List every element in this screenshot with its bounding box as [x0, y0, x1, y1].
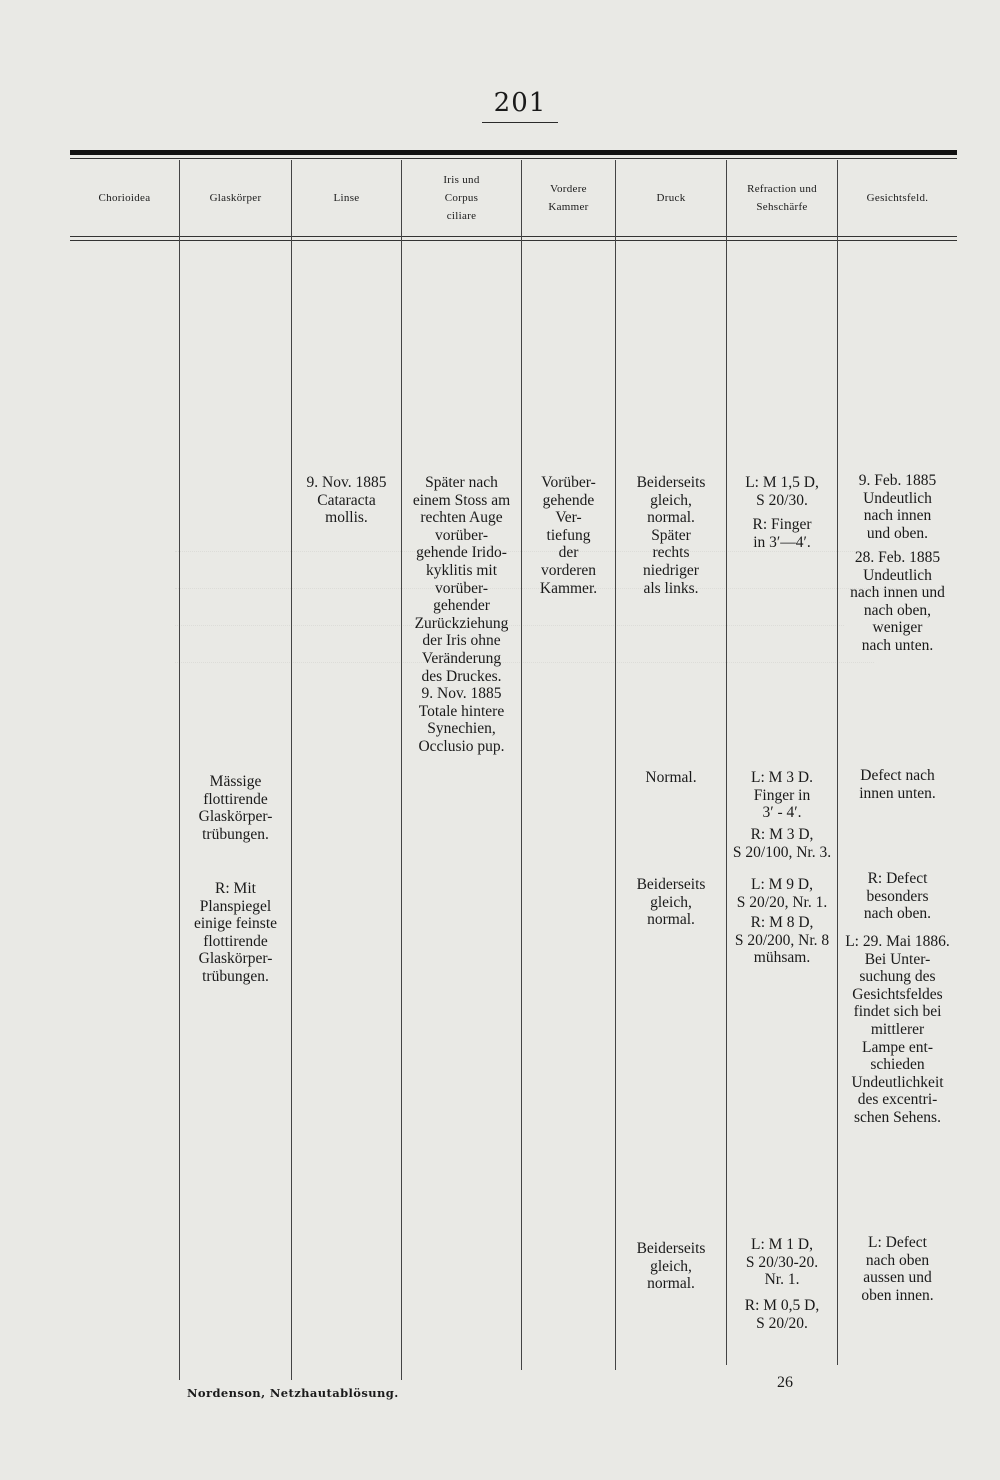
cell-refraction-1a: L: M 1,5 D, S 20/30.	[745, 474, 819, 509]
cell-druck-2: Normal.	[645, 769, 697, 786]
cell-refraction-3b: R: M 8 D, S 20/200, Nr. 8 mühsam.	[734, 914, 830, 967]
column-divider-1	[179, 160, 180, 1380]
header-bottom-rule-double	[70, 240, 957, 241]
cell-refraction-4b: R: M 0,5 D, S 20/20.	[744, 1297, 820, 1332]
cell-gesichtsfeld-1a: 9. Feb. 1885 Undeutlich nach innen und oben.	[858, 472, 937, 542]
header-vordere-kammer: Vordere Kammer	[548, 183, 589, 213]
column-divider-6	[726, 160, 727, 1365]
cell-gesichtsfeld-1b: 28. Feb. 1885 Undeutlich nach innen und nach oben, weniger nach unten.	[850, 549, 945, 654]
table-top-rule-thin	[70, 158, 957, 159]
page-number: 201	[493, 88, 547, 118]
column-divider-3	[401, 160, 402, 1380]
cell-druck-3: Beiderseits gleich, normal.	[636, 876, 706, 929]
footer-author-title: Nordenson, Netzhautablösung.	[187, 1386, 399, 1400]
header-gesichtsfeld: Gesichtsfeld.	[866, 192, 929, 204]
header-druck: Druck	[656, 192, 686, 204]
cell-druck-4: Beiderseits gleich, normal.	[636, 1240, 706, 1293]
header-bottom-rule	[70, 236, 957, 237]
header-glaskoerper: Glaskörper	[209, 192, 262, 204]
header-refraction: Refraction und Sehschärfe	[747, 183, 817, 213]
column-divider-4	[521, 160, 522, 1370]
header-chorioidea: Chorioidea	[98, 192, 151, 204]
cell-glaskoerper-3: R: Mit Planspiegel einige feinste flottirende Glaskörper- trübungen.	[193, 880, 278, 985]
cell-refraction-1b: R: Finger in 3′—4′.	[752, 516, 812, 551]
footer-signature-number: 26	[777, 1374, 793, 1391]
cell-linse-1: 9. Nov. 1885 Cataracta mollis.	[306, 474, 387, 527]
table-top-rule-thick	[70, 150, 957, 155]
cell-gesichtsfeld-3b: L: 29. Mai 1886. Bei Unter- suchung des Gesichtsfeldes findet sich bei mittlerer Lampe ent- schieden Undeutlichkeit des excentri- schen Sehens.	[845, 933, 950, 1126]
cell-gesichtsfeld-4: L: Defect nach oben aussen und oben innen.	[861, 1234, 934, 1304]
cell-iris-1: Später nach einem Stoss am rechten Auge vorüber- gehende Irido- kyklitis mit vorüber- gehender Zurückziehung der Iris ohne Veränderung des Druckes. 9. Nov. 1885 Totale hintere Synechien, Occlusio pup.	[412, 474, 511, 755]
cell-druck-1: Beiderseits gleich, normal. Später rechts niedriger als links.	[636, 474, 706, 597]
cell-refraction-4a: L: M 1 D, S 20/30-20. Nr. 1.	[745, 1236, 819, 1289]
cell-glaskoerper-2: Mässige flottirende Glaskörper- trübungen.	[198, 773, 273, 843]
header-iris: Iris und Corpus ciliare	[443, 174, 480, 222]
column-divider-5	[615, 160, 616, 1370]
header-linse: Linse	[333, 192, 360, 204]
cell-gesichtsfeld-3a: R: Defect besonders nach oben.	[863, 870, 932, 923]
cell-refraction-2b: R: M 3 D, S 20/100, Nr. 3.	[732, 826, 832, 861]
cell-kammer-1: Vorüber- gehende Ver- tiefung der vorderen Kammer.	[539, 474, 598, 597]
column-divider-2	[291, 160, 292, 1380]
page-number-rule	[482, 122, 558, 123]
cell-refraction-2a: L: M 3 D. Finger in 3′ - 4′.	[751, 769, 813, 822]
cell-refraction-3a: L: M 9 D, S 20/20, Nr. 1.	[736, 876, 828, 911]
cell-gesichtsfeld-2: Defect nach innen unten.	[859, 767, 936, 802]
column-divider-7	[837, 160, 838, 1365]
